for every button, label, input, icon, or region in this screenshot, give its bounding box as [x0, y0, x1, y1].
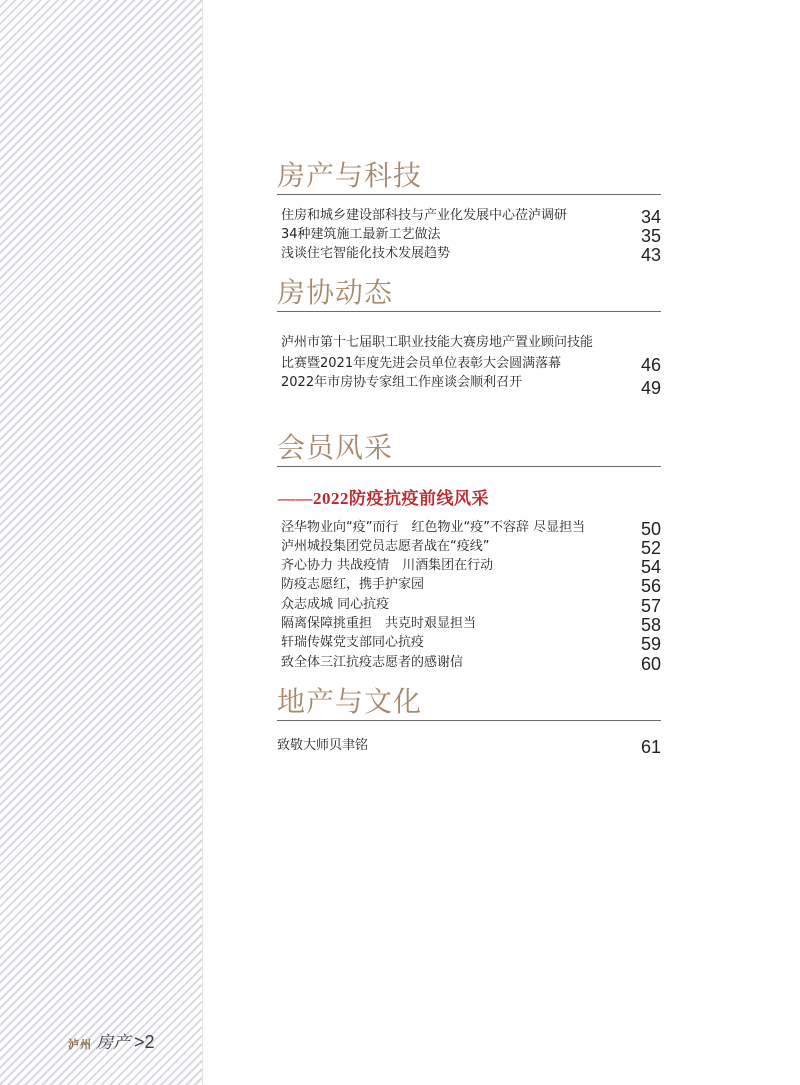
toc-entry[interactable]	[277, 737, 661, 755]
section-title-association: 房协动态	[277, 277, 661, 312]
toc-entry-title: 住房和城乡建设部科技与产业化发展中心莅泸调研	[281, 208, 568, 223]
toc-entry[interactable]	[281, 615, 661, 633]
section-subheading: ——2022防疫抗疫前线风采	[278, 489, 489, 508]
toc-entry-title: 34种建筑施工最新工艺做法	[281, 227, 441, 242]
toc-entry[interactable]	[281, 207, 661, 225]
toc-entry-title-line2: 比赛暨2021年度先进会员单位表彰大会圆满落幕	[281, 356, 562, 371]
page-number: >2	[134, 1032, 155, 1052]
toc-entry-title: 泾华物业向“疫”而行 红色物业“疫”不容辞 尽显担当	[281, 520, 586, 535]
section-title-culture: 地产与文化	[277, 686, 661, 721]
toc-entry[interactable]	[281, 654, 661, 672]
section-title-members: 会员风采	[277, 432, 661, 467]
toc-entry-page: 34	[640, 207, 661, 227]
toc-entry[interactable]	[281, 634, 661, 652]
toc-entry-page: 46	[640, 355, 661, 375]
toc-entry-page: 50	[640, 519, 661, 539]
toc-entry-title: 致全体三江抗疫志愿者的感谢信	[281, 655, 464, 670]
toc-entry[interactable]	[281, 334, 661, 373]
footer-brand-logo: 房产	[96, 1033, 130, 1053]
toc-entry-title: 隔离保障挑重担 共克时艰显担当	[281, 616, 477, 631]
toc-entry-title: 防疫志愿红，携手护家园	[281, 577, 425, 592]
toc-entry-title: 致敬大师贝聿铭	[277, 738, 369, 753]
toc-entry-title: 浅谈住宅智能化技术发展趋势	[281, 246, 451, 261]
toc-entry-title: 2022年市房协专家组工作座谈会顺利召开	[281, 375, 523, 390]
toc-entry-page: 52	[640, 538, 661, 558]
footer-city: 泸州	[68, 1038, 92, 1051]
toc-entry-page: 54	[640, 557, 661, 577]
toc-entry-title: 齐心协力 共战疫情 川酒集团在行动	[281, 558, 494, 573]
toc-entry-page: 60	[640, 654, 661, 674]
toc-entry-page: 59	[640, 634, 661, 654]
toc-entry[interactable]	[281, 557, 661, 575]
toc-entry[interactable]	[281, 576, 661, 594]
section-title-tech: 房产与科技	[277, 160, 661, 195]
toc-entry-title: 众志成城 同心抗疫	[281, 597, 390, 612]
toc-entry-page: 49	[640, 378, 661, 398]
toc-entry-page: 58	[640, 615, 661, 635]
toc-entry-page: 57	[640, 596, 661, 616]
toc-entry[interactable]	[281, 374, 661, 398]
toc-entry-title: 泸州市第十七届职工职业技能大赛房地产置业顾问技能	[281, 335, 594, 350]
toc-entry-title: 泸州城投集团党员志愿者战在“疫线”	[281, 539, 490, 554]
toc-entry-page: 43	[640, 245, 661, 265]
toc-entry[interactable]	[281, 519, 661, 537]
decorative-stripe-panel	[0, 0, 203, 1085]
toc-entry[interactable]	[281, 226, 661, 244]
toc-entry[interactable]	[281, 596, 661, 614]
toc-entry-page: 61	[640, 737, 661, 757]
toc-entry-title: 轩瑞传媒党支部同心抗疫	[281, 635, 425, 650]
toc-entry-page: 56	[640, 576, 661, 596]
page-footer	[68, 1028, 155, 1053]
toc-entry[interactable]	[281, 245, 661, 263]
toc-entry[interactable]	[281, 538, 661, 556]
toc-entry-page: 35	[640, 226, 661, 246]
